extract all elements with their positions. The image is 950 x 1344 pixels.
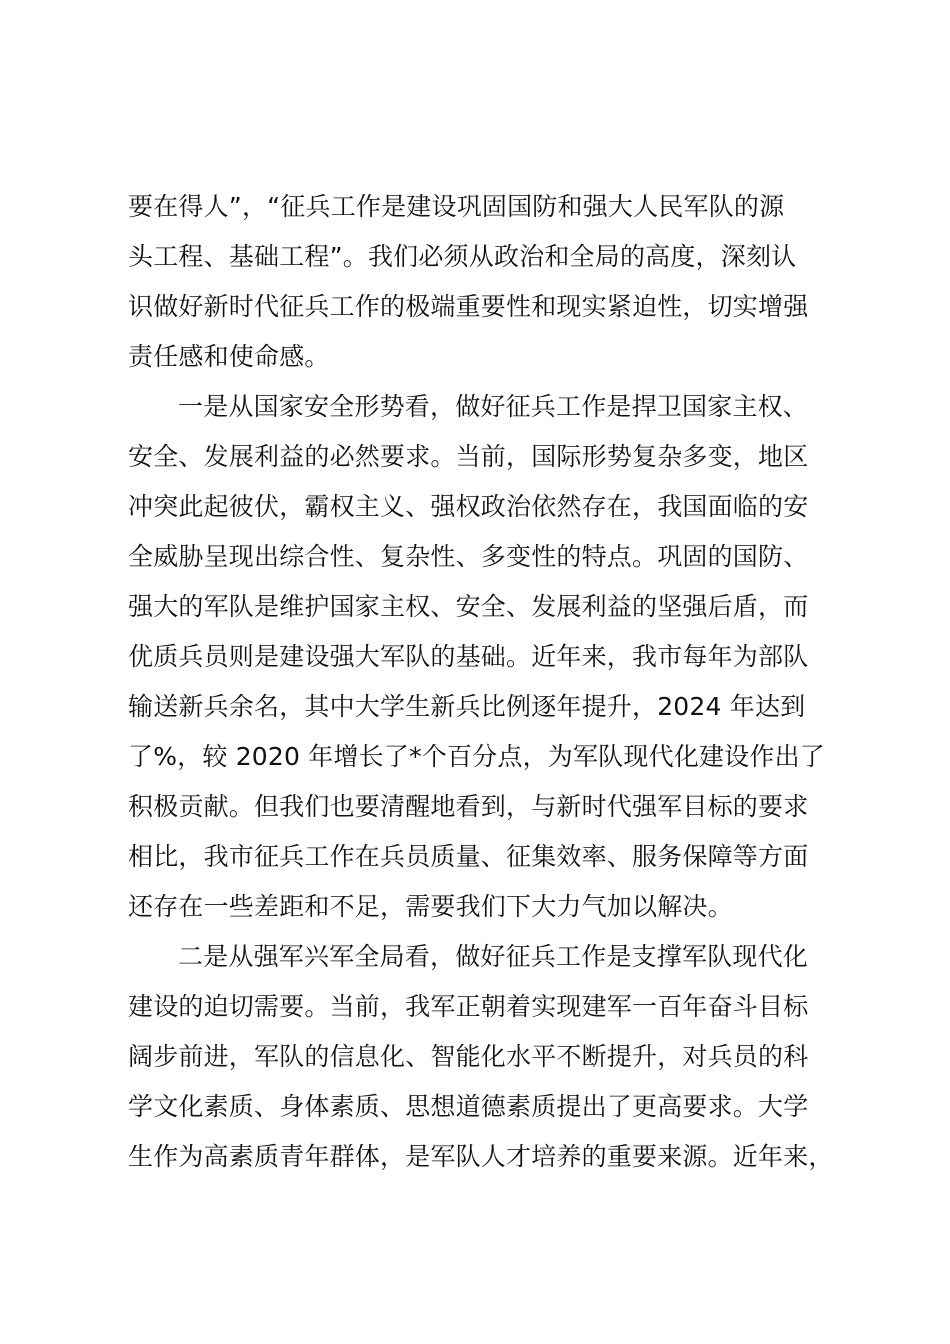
paragraph-start-line: 一是从国家安全形势看，做好征兵工作是捍卫国家主权、 [178, 392, 809, 421]
text-line: 相比，我市征兵工作在兵员质量、征集效率、服务保障等方面 [128, 842, 809, 871]
text-line: 建设的迫切需要。当前，我军正朝着实现建军一百年奋斗目标 [128, 992, 809, 1021]
text-line: 学文化素质、身体素质、思想道德素质提出了更高要求。大学 [128, 1092, 809, 1121]
text-line: 生作为高素质青年群体，是军队人才培养的重要来源。近年来， [128, 1142, 834, 1171]
text-line: 优质兵员则是建设强大军队的基础。近年来，我市每年为部队 [128, 642, 809, 671]
paragraph-start-line: 二是从强军兴军全局看，做好征兵工作是支撑军队现代化 [178, 942, 809, 971]
text-line: 强大的军队是维护国家主权、安全、发展利益的坚强后盾，而 [128, 592, 809, 621]
text-line: 了%，较 2020 年增长了*个百分点，为军队现代化建设作出了 [128, 742, 825, 771]
text-line: 要在得人”，“征兵工作是建设巩固国防和强大人民军队的源 [128, 192, 785, 221]
text-line: 安全、发展利益的必然要求。当前，国际形势复杂多变，地区 [128, 442, 809, 471]
text-line: 阔步前进，军队的信息化、智能化水平不断提升，对兵员的科 [128, 1042, 809, 1071]
text-line: 积极贡献。但我们也要清醒地看到，与新时代强军目标的要求 [128, 792, 809, 821]
text-line: 识做好新时代征兵工作的极端重要性和现实紧迫性，切实增强 [128, 292, 809, 321]
text-line: 全威胁呈现出综合性、复杂性、多变性的特点。巩固的国防、 [128, 542, 809, 571]
text-line: 输送新兵余名，其中大学生新兵比例逐年提升，2024 年达到 [128, 692, 806, 721]
text-line: 责任感和使命感。 [128, 342, 330, 371]
text-line: 冲突此起彼伏，霸权主义、强权政治依然存在，我国面临的安 [128, 492, 809, 521]
text-line: 头工程、基础工程”。我们必须从政治和全局的高度，深刻认 [128, 242, 797, 271]
text-line: 还存在一些差距和不足，需要我们下大力气加以解决。 [128, 892, 733, 921]
document-body [128, 182, 834, 1182]
